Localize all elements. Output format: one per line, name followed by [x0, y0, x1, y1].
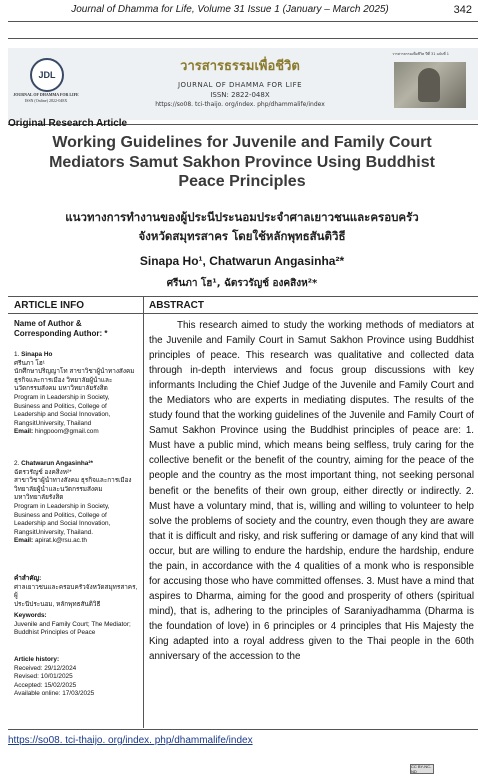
abstract-heading: ABSTRACT	[149, 300, 204, 311]
online-date: Available online: 17/03/2025	[14, 690, 95, 698]
authors-thai: ศรีนภา โฮ¹, ฉัตรวรัญช์ องคสิงห²*	[166, 278, 318, 289]
email-label: Email:	[14, 428, 34, 436]
cc-license-icon	[410, 764, 434, 774]
name-heading: Name of Author &	[14, 319, 82, 328]
journal-link[interactable]: https://so08. tci-thaijo. org/index. php/dhammalife/index	[8, 735, 253, 746]
license-badge[interactable]	[410, 764, 480, 774]
revised-date: Revised: 10/01/2025	[14, 673, 73, 681]
column-divider	[143, 296, 144, 728]
journal-english-name: JOURNAL OF DHAMMA FOR LIFE	[177, 81, 303, 89]
affiliation: Program in Leadership in Society,	[14, 393, 110, 401]
title-thai-line: แนวทางการทำงานของผู้ประนีประนอมประจำศาลเยาวชนและครอบครัว	[65, 210, 419, 224]
keywords-thai: ประนีประนอม, หลักพุทธสันติวิธี	[14, 600, 101, 608]
keywords-label: Keywords:	[14, 612, 47, 619]
affiliation: Leadership and Social Innovation,	[14, 520, 111, 528]
journal-thai-name: วารสารธรรมเพื่อชีวิต	[180, 59, 300, 74]
title-line: Peace Principles	[178, 173, 306, 190]
running-header: Journal of Dhamma for Life, Volume 31 Issue 1 (January – March 2025)	[71, 4, 389, 15]
title-line: Mediators Samut Sakhon Province Using Buddhist	[49, 153, 435, 171]
author-num: 1.	[14, 351, 20, 358]
affiliation-thai: สาขาวิชาผู้นำทางสังคม ธุรกิจและการเมือง	[14, 477, 132, 485]
affiliation: RangsitUniversity, Thailand.	[14, 528, 93, 536]
logo-caption: JOURNAL OF DHAMMA FOR LIFE	[13, 92, 79, 97]
keywords-thai-label: คำสำคัญ:	[14, 575, 42, 582]
title-thai-line: จังหวัดสมุทรสาคร โดยใช้หลักพุทธสันติวิธี	[138, 229, 346, 243]
received-date: Received: 29/12/2024	[14, 664, 77, 672]
footer-rule	[8, 729, 478, 730]
license-label: CC BY-NC-ND	[411, 764, 432, 774]
affiliation: Business and Politics, College of	[14, 511, 107, 519]
article-info-heading: ARTICLE INFO	[14, 300, 84, 311]
author-email[interactable]: hingpoom@gmail.com	[34, 428, 99, 436]
journal-logo	[30, 58, 64, 92]
article-title-thai	[14, 208, 470, 246]
author-name-thai: ศรีนภา โฮ¹	[14, 359, 45, 367]
name-heading-2: Corresponding Author: *	[14, 329, 108, 338]
title-line: Working Guidelines for Juvenile and Family Court	[52, 134, 432, 151]
section-rule	[8, 296, 478, 297]
abstract-body: This research aimed to study the working methods of mediators at the Juvenile and Family Court in Samut Sakhon Province using Buddhist principles of peace. This research was qualitative and collected data through in-depth interviews and focus group discussions with key informants Including the Chief Judge of the Juvenile and Family Court and the Mediators who are experts in mediating disputes. The results of the study found that the working guidelines of the Juvenile and Family Court of Samut Sakhon Province using the Buddhist principles of peace are: 1. Must have a public mind, which means being selfless, truly caring for the collective benefit or the benefit of the country, aiming for the peace of the people and the country as the most important thing, not seeking personal benefit or the benefits of their own group, either directly or indirectly. 2. Must have a voluntary mind, that is, willing and willing to volunteer to help solve the problems of society and the country, even though they are aware that it is difficult and risky, and risk suffering or damage of any kind that will occur, but are willing to endure the hardship, endure the hardship, endure the pain, in accordance with the 4 qualities of a monk who is responsible for accusing those who have committed offenses. 3. Must have a mind that aspires to Dharma, aiming for the good and prosperity of others (spiritual mind), that is, adhering to the principles of Saraniyadhamma (Dharma is the foundation of love) in 6 principles or 4 principles that His Majesty the King adapted into a royal address given to the Thai people in the 60th anniversary of the accession to the	[149, 320, 474, 663]
author-email[interactable]: apirat.k@rsu.ac.th	[34, 537, 87, 545]
accepted-date: Accepted: 15/02/2025	[14, 681, 77, 689]
article-history-block	[14, 656, 142, 699]
abstract-text	[149, 318, 474, 664]
logo-text: JDL	[38, 70, 56, 80]
logo-caption-issn: ISSN (Online) 2822-048X	[24, 98, 68, 103]
author-1-block	[14, 351, 139, 437]
cover-image	[394, 62, 466, 108]
keywords: Buddhist Principles of Peace	[14, 629, 96, 637]
article-title	[20, 133, 464, 192]
affiliation-thai: มหาวิทยาลัยรังสิต	[14, 494, 64, 502]
header-rule	[8, 21, 478, 22]
journal-url[interactable]: https://so08. tci-thaijo. org/index. php/dhammalife/index	[155, 101, 325, 108]
author-name: Chatwarun Angasinha²*	[21, 460, 93, 467]
affiliation-thai: ธุรกิจและการเมือง วิทยาลัยผู้นำและ	[14, 376, 113, 384]
journal-issn: ISSN: 2822-048X	[210, 91, 270, 99]
header-rule-2	[8, 38, 478, 39]
affiliation-thai: วิทยาลัยผู้นำและนวัตกรรมสังคม	[14, 485, 103, 493]
author-num: 2.	[14, 460, 20, 467]
authors: Sinapa Ho¹, Chatwarun Angasinha²*	[139, 254, 345, 268]
affiliation: Leadership and Social Innovation,	[14, 411, 111, 419]
keywords: Juvenile and Family Court; The Mediator;	[14, 620, 131, 628]
affiliation: Business and Politics, College of	[14, 402, 107, 410]
affiliation-thai: นวัตกรรมสังคม มหาวิทยาลัยรังสิต	[14, 385, 108, 393]
keywords-block	[14, 612, 142, 638]
affiliation: RangsitUniversity, Thailand	[14, 419, 92, 427]
author-name: Sinapa Ho	[21, 351, 53, 358]
affiliation: Program in Leadership in Society,	[14, 502, 110, 510]
email-label: Email:	[14, 537, 34, 545]
affiliation-thai: นักศึกษาปริญญาโท สาขาวิชาผู้นำทางสังคม	[14, 368, 135, 376]
author-name-thai: ฉัตรวรัญช์ องคสิงห²*	[14, 468, 72, 476]
history-label: Article history:	[14, 656, 60, 663]
keywords-thai-block	[14, 575, 142, 609]
article-type-label: Original Research Article	[8, 118, 128, 129]
cover-caption: วารสารธรรมเพื่อชีวิต ปีที่ 31 ฉบับที่ 1	[392, 52, 450, 56]
section-heading-rule	[8, 313, 478, 314]
author-2-block	[14, 460, 139, 546]
keywords-thai: ศาลเยาวชนและครอบครัวจังหวัดสมุทรสาคร, ผู้	[14, 583, 138, 600]
page-number: 342	[453, 4, 472, 16]
